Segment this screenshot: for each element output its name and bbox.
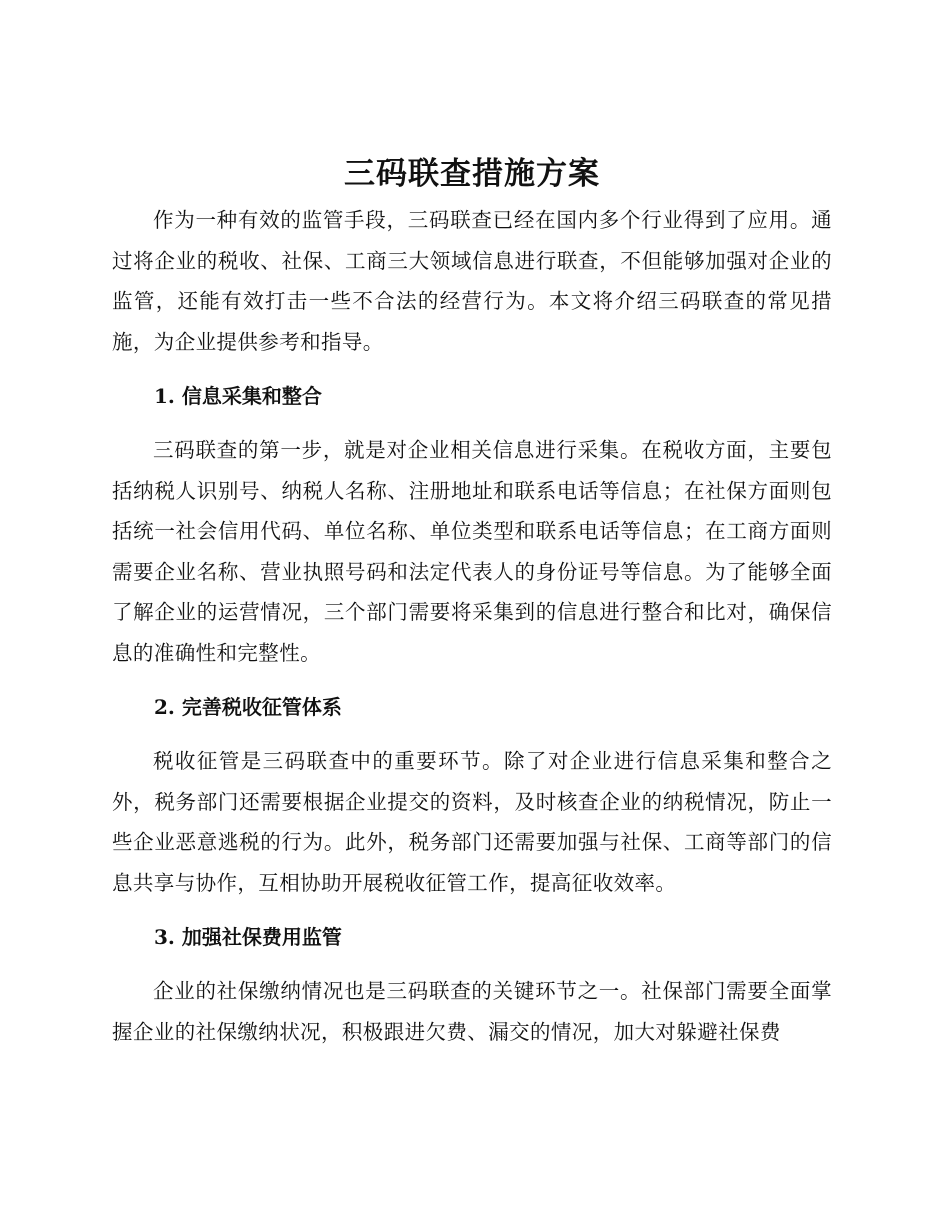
section-3-body: 企业的社保缴纳情况也是三码联查的关键环节之一。社保部门需要全面掌握企业的社保缴纳状况，积极跟进欠费、漏交的情况，加大对躲避社保费 [112, 979, 832, 1044]
section-1-body: 三码联查的第一步，就是对企业相关信息进行采集。在税收方面，主要包括纳税人识别号、纳税人名称、注册地址和联系电话等信息；在社保方面则包括统一社会信用代码、单位名称、单位类型和联系电话等信息；在工商方面则需要企业名称、营业执照号码和法定代表人的身份证号等信息。为了能够全面了解企业的运营情况，三个部门需要将采集到的信息进行整合和比对，确保信息的准确性和完整性。 [112, 438, 832, 665]
document-title: 三码联查措施方案 [344, 156, 600, 192]
intro-paragraph: 作为一种有效的监管手段，三码联查已经在国内多个行业得到了应用。通过将企业的税收、社保、工商三大领域信息进行联查，不但能够加强对企业的监管，还能有效打击一些不合法的经营行为。本文将介绍三码联查的常见措施，为企业提供参考和指导。 [112, 208, 832, 354]
section-2-heading: 2. 完善税收征管体系 [154, 695, 342, 719]
section-1-heading: 1. 信息采集和整合 [154, 384, 322, 408]
section-3-heading: 3. 加强社保费用监管 [154, 925, 342, 949]
section-2-body: 税收征管是三码联查中的重要环节。除了对企业进行信息采集和整合之外，税务部门还需要根据企业提交的资料，及时核查企业的纳税情况，防止一些企业恶意逃税的行为。此外，税务部门还需要加强与社保、工商等部门的信息共享与协作，互相协助开展税收征管工作，提高征收效率。 [112, 749, 832, 895]
document-page [112, 150, 832, 1052]
